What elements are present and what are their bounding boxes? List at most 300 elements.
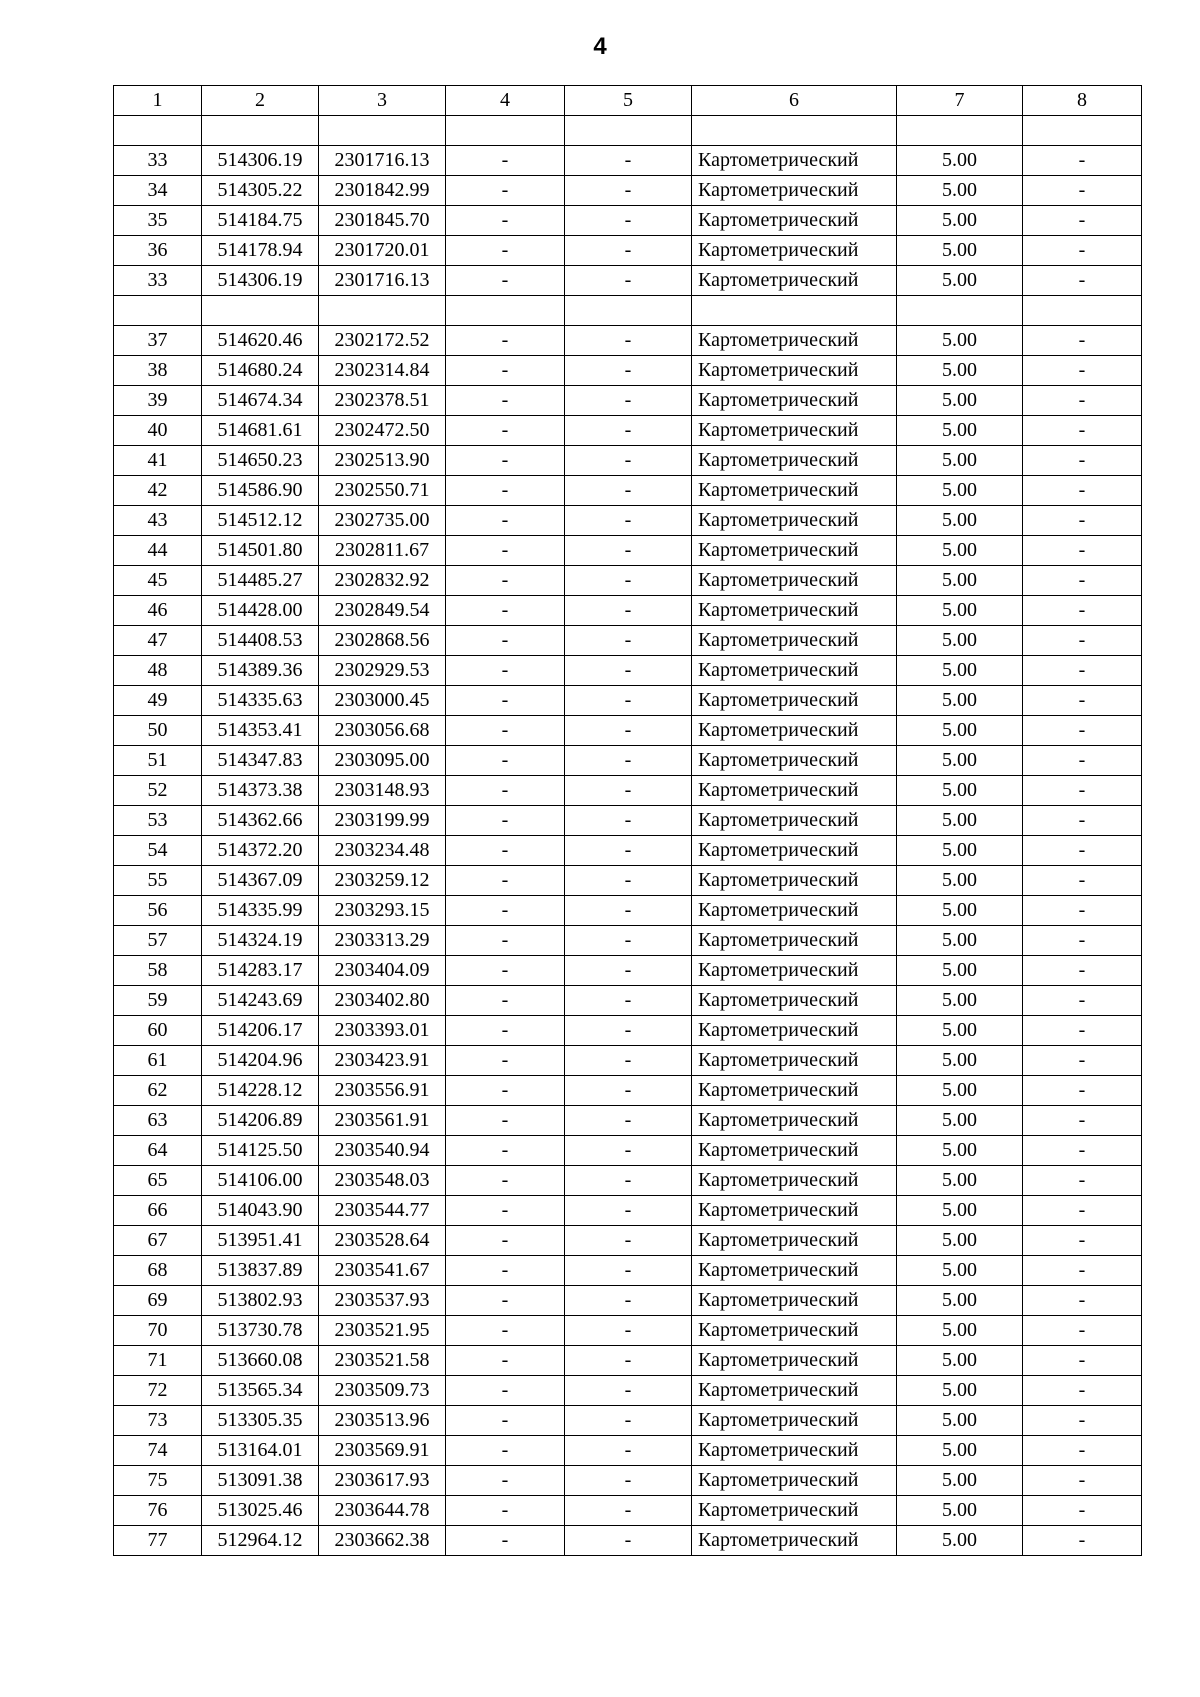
cell-column-5: -: [565, 356, 692, 386]
cell-column-4: -: [446, 1076, 565, 1106]
cell-coordinate-x: 514283.17: [202, 956, 319, 986]
cell-column-8: -: [1023, 1376, 1142, 1406]
table-body: [114, 116, 1142, 1556]
cell-column-4: -: [446, 206, 565, 236]
cell-coordinate-x: 514206.17: [202, 1016, 319, 1046]
cell-method: Картометрический: [692, 326, 897, 356]
cell-point-number: 36: [114, 236, 202, 266]
cell-accuracy: 5.00: [897, 1196, 1023, 1226]
cell-coordinate-x: 514367.09: [202, 866, 319, 896]
cell-column-4: -: [446, 806, 565, 836]
cell-column-4: -: [446, 1106, 565, 1136]
cell-method: Картометрический: [692, 386, 897, 416]
cell-accuracy: 5.00: [897, 626, 1023, 656]
table-row: [114, 416, 1142, 446]
cell-point-number: 46: [114, 596, 202, 626]
cell-point-number: 52: [114, 776, 202, 806]
cell-coordinate-y: 2303548.03: [319, 1166, 446, 1196]
cell-accuracy: 5.00: [897, 566, 1023, 596]
cell-accuracy: 5.00: [897, 1076, 1023, 1106]
cell-coordinate-x: 514389.36: [202, 656, 319, 686]
cell-column-8: -: [1023, 1166, 1142, 1196]
cell-accuracy: 5.00: [897, 716, 1023, 746]
table-row: [114, 716, 1142, 746]
cell-column-8: -: [1023, 1106, 1142, 1136]
cell-point-number: 68: [114, 1256, 202, 1286]
cell-column-4: -: [446, 1046, 565, 1076]
cell-column-5: -: [565, 1406, 692, 1436]
table-row: [114, 356, 1142, 386]
column-header: 7: [897, 86, 1023, 116]
cell-accuracy: 5.00: [897, 146, 1023, 176]
table-row: [114, 926, 1142, 956]
cell-column-5: -: [565, 536, 692, 566]
cell-method: Картометрический: [692, 1436, 897, 1466]
cell-coordinate-x: 513802.93: [202, 1286, 319, 1316]
cell-column-8: -: [1023, 1286, 1142, 1316]
cell-coordinate-x: 514586.90: [202, 476, 319, 506]
cell-point-number: 66: [114, 1196, 202, 1226]
cell-column-8: -: [1023, 416, 1142, 446]
cell-coordinate-x: 514485.27: [202, 566, 319, 596]
cell-column-5: -: [565, 1436, 692, 1466]
cell-column-5: -: [565, 446, 692, 476]
cell-method: Картометрический: [692, 866, 897, 896]
table-row: [114, 1526, 1142, 1556]
cell-method: Картометрический: [692, 1286, 897, 1316]
coordinates-table: [113, 85, 1142, 1556]
cell-column-5: -: [565, 1136, 692, 1166]
cell-column-5: -: [565, 566, 692, 596]
cell-point-number: 44: [114, 536, 202, 566]
cell-method: Картометрический: [692, 1136, 897, 1166]
table-row: [114, 1196, 1142, 1226]
cell-method: Картометрический: [692, 1496, 897, 1526]
table-row: [114, 176, 1142, 206]
cell-column-8: -: [1023, 656, 1142, 686]
cell-method: Картометрический: [692, 836, 897, 866]
cell-column-4: -: [446, 386, 565, 416]
cell-column-8: -: [1023, 506, 1142, 536]
cell-column-5: -: [565, 896, 692, 926]
cell-column-5: -: [565, 1286, 692, 1316]
cell-point-number: 54: [114, 836, 202, 866]
cell-coordinate-y: 2303528.64: [319, 1226, 446, 1256]
cell-method: Картометрический: [692, 746, 897, 776]
cell-coordinate-y: 2302735.00: [319, 506, 446, 536]
cell-coordinate-x: 514408.53: [202, 626, 319, 656]
cell-coordinate-x: [202, 296, 319, 326]
cell-coordinate-y: 2302849.54: [319, 596, 446, 626]
cell-method: Картометрический: [692, 656, 897, 686]
cell-accuracy: 5.00: [897, 656, 1023, 686]
table-row: [114, 146, 1142, 176]
cell-column-5: -: [565, 1466, 692, 1496]
cell-method: Картометрический: [692, 626, 897, 656]
cell-column-4: -: [446, 1436, 565, 1466]
cell-method: Картометрический: [692, 1406, 897, 1436]
cell-column-5: -: [565, 656, 692, 686]
cell-column-4: -: [446, 1406, 565, 1436]
cell-column-8: -: [1023, 716, 1142, 746]
cell-column-5: -: [565, 1496, 692, 1526]
column-header: 8: [1023, 86, 1142, 116]
cell-coordinate-x: 514428.00: [202, 596, 319, 626]
cell-method: Картометрический: [692, 1226, 897, 1256]
cell-point-number: 65: [114, 1166, 202, 1196]
table-row: [114, 206, 1142, 236]
cell-accuracy: 5.00: [897, 356, 1023, 386]
cell-column-4: -: [446, 1016, 565, 1046]
cell-accuracy: 5.00: [897, 266, 1023, 296]
cell-point-number: 38: [114, 356, 202, 386]
cell-column-8: -: [1023, 1256, 1142, 1286]
cell-point-number: 33: [114, 146, 202, 176]
cell-column-8: -: [1023, 596, 1142, 626]
cell-coordinate-y: 2302378.51: [319, 386, 446, 416]
cell-accuracy: 5.00: [897, 926, 1023, 956]
cell-column-4: -: [446, 926, 565, 956]
cell-column-5: -: [565, 176, 692, 206]
cell-column-5: -: [565, 1076, 692, 1106]
cell-accuracy: 5.00: [897, 596, 1023, 626]
cell-accuracy: [897, 116, 1023, 146]
cell-column-5: -: [565, 806, 692, 836]
cell-method: Картометрический: [692, 686, 897, 716]
cell-column-5: -: [565, 1376, 692, 1406]
cell-accuracy: 5.00: [897, 1256, 1023, 1286]
cell-column-4: -: [446, 1166, 565, 1196]
cell-method: Картометрический: [692, 1106, 897, 1136]
cell-column-8: -: [1023, 446, 1142, 476]
cell-column-8: -: [1023, 1496, 1142, 1526]
cell-column-4: -: [446, 836, 565, 866]
cell-coordinate-x: 514372.20: [202, 836, 319, 866]
cell-accuracy: 5.00: [897, 986, 1023, 1016]
column-header: 1: [114, 86, 202, 116]
cell-column-5: -: [565, 1256, 692, 1286]
cell-method: Картометрический: [692, 416, 897, 446]
cell-column-4: -: [446, 416, 565, 446]
cell-coordinate-y: 2302472.50: [319, 416, 446, 446]
cell-column-8: -: [1023, 1436, 1142, 1466]
cell-column-4: -: [446, 1466, 565, 1496]
cell-column-5: -: [565, 476, 692, 506]
cell-accuracy: 5.00: [897, 476, 1023, 506]
cell-column-5: -: [565, 1166, 692, 1196]
cell-column-4: -: [446, 596, 565, 626]
cell-accuracy: 5.00: [897, 836, 1023, 866]
cell-point-number: [114, 296, 202, 326]
cell-column-5: [565, 116, 692, 146]
cell-column-4: -: [446, 1136, 565, 1166]
cell-column-8: -: [1023, 836, 1142, 866]
cell-point-number: [114, 116, 202, 146]
cell-coordinate-y: 2303095.00: [319, 746, 446, 776]
cell-coordinate-y: 2303293.15: [319, 896, 446, 926]
cell-accuracy: 5.00: [897, 686, 1023, 716]
cell-point-number: 53: [114, 806, 202, 836]
cell-column-5: -: [565, 1226, 692, 1256]
cell-coordinate-x: 513951.41: [202, 1226, 319, 1256]
cell-accuracy: [897, 296, 1023, 326]
cell-column-5: -: [565, 416, 692, 446]
cell-column-4: -: [446, 506, 565, 536]
cell-coordinate-x: 514650.23: [202, 446, 319, 476]
cell-coordinate-y: 2303259.12: [319, 866, 446, 896]
cell-coordinate-x: 514228.12: [202, 1076, 319, 1106]
cell-coordinate-y: 2303056.68: [319, 716, 446, 746]
cell-accuracy: 5.00: [897, 776, 1023, 806]
cell-column-8: -: [1023, 176, 1142, 206]
cell-column-4: -: [446, 536, 565, 566]
cell-column-8: -: [1023, 1046, 1142, 1076]
cell-method: Картометрический: [692, 1376, 897, 1406]
table-row: [114, 116, 1142, 146]
cell-column-8: -: [1023, 956, 1142, 986]
cell-column-5: -: [565, 626, 692, 656]
cell-method: Картометрический: [692, 1046, 897, 1076]
table-row: [114, 326, 1142, 356]
cell-coordinate-x: 513565.34: [202, 1376, 319, 1406]
cell-point-number: 59: [114, 986, 202, 1016]
cell-accuracy: 5.00: [897, 1046, 1023, 1076]
cell-method: Картометрический: [692, 806, 897, 836]
cell-method: Картометрический: [692, 506, 897, 536]
cell-column-5: -: [565, 1316, 692, 1346]
cell-coordinate-x: 513305.35: [202, 1406, 319, 1436]
cell-coordinate-y: 2302811.67: [319, 536, 446, 566]
cell-coordinate-y: 2303561.91: [319, 1106, 446, 1136]
cell-coordinate-y: 2303393.01: [319, 1016, 446, 1046]
cell-method: Картометрический: [692, 1346, 897, 1376]
cell-point-number: 71: [114, 1346, 202, 1376]
cell-column-8: -: [1023, 206, 1142, 236]
cell-column-5: -: [565, 1046, 692, 1076]
cell-point-number: 60: [114, 1016, 202, 1046]
cell-accuracy: 5.00: [897, 1376, 1023, 1406]
cell-coordinate-x: 514184.75: [202, 206, 319, 236]
cell-point-number: 63: [114, 1106, 202, 1136]
cell-coordinate-y: 2301716.13: [319, 146, 446, 176]
cell-column-4: -: [446, 476, 565, 506]
cell-coordinate-x: 514362.66: [202, 806, 319, 836]
cell-method: Картометрический: [692, 986, 897, 1016]
table-row: [114, 1226, 1142, 1256]
cell-column-8: -: [1023, 1016, 1142, 1046]
cell-accuracy: 5.00: [897, 236, 1023, 266]
cell-column-4: [446, 296, 565, 326]
cell-column-5: -: [565, 266, 692, 296]
cell-coordinate-y: 2303000.45: [319, 686, 446, 716]
cell-column-8: -: [1023, 1316, 1142, 1346]
cell-coordinate-x: 514680.24: [202, 356, 319, 386]
table-row: [114, 1406, 1142, 1436]
table-row: [114, 746, 1142, 776]
cell-column-4: -: [446, 866, 565, 896]
cell-column-4: -: [446, 986, 565, 1016]
cell-column-8: -: [1023, 326, 1142, 356]
cell-coordinate-y: 2303423.91: [319, 1046, 446, 1076]
cell-coordinate-x: 514335.99: [202, 896, 319, 926]
cell-accuracy: 5.00: [897, 386, 1023, 416]
cell-point-number: 69: [114, 1286, 202, 1316]
cell-coordinate-y: 2303537.93: [319, 1286, 446, 1316]
cell-point-number: 76: [114, 1496, 202, 1526]
cell-coordinate-x: 514306.19: [202, 266, 319, 296]
cell-method: Картометрический: [692, 1196, 897, 1226]
cell-column-5: -: [565, 1016, 692, 1046]
cell-column-5: -: [565, 956, 692, 986]
cell-coordinate-x: 514305.22: [202, 176, 319, 206]
cell-coordinate-x: 514681.61: [202, 416, 319, 446]
cell-column-4: -: [446, 146, 565, 176]
table-row: [114, 1136, 1142, 1166]
table-row: [114, 1046, 1142, 1076]
cell-column-8: -: [1023, 776, 1142, 806]
cell-coordinate-y: 2302929.53: [319, 656, 446, 686]
column-header: 6: [692, 86, 897, 116]
cell-column-5: -: [565, 146, 692, 176]
cell-column-8: -: [1023, 896, 1142, 926]
cell-coordinate-y: 2303644.78: [319, 1496, 446, 1526]
cell-accuracy: 5.00: [897, 326, 1023, 356]
cell-method: Картометрический: [692, 956, 897, 986]
cell-point-number: 57: [114, 926, 202, 956]
cell-point-number: 64: [114, 1136, 202, 1166]
table-row: [114, 866, 1142, 896]
cell-column-8: -: [1023, 566, 1142, 596]
cell-point-number: 50: [114, 716, 202, 746]
cell-coordinate-x: 513164.01: [202, 1436, 319, 1466]
cell-coordinate-y: [319, 296, 446, 326]
cell-method: Картометрический: [692, 146, 897, 176]
cell-accuracy: 5.00: [897, 1526, 1023, 1556]
cell-coordinate-x: 514501.80: [202, 536, 319, 566]
cell-method: Картометрический: [692, 896, 897, 926]
cell-column-5: -: [565, 596, 692, 626]
cell-column-5: -: [565, 776, 692, 806]
table-row: [114, 776, 1142, 806]
cell-point-number: 75: [114, 1466, 202, 1496]
column-header: 4: [446, 86, 565, 116]
cell-column-5: -: [565, 1346, 692, 1376]
cell-method: Картометрический: [692, 1526, 897, 1556]
cell-point-number: 55: [114, 866, 202, 896]
cell-accuracy: 5.00: [897, 1226, 1023, 1256]
table-row: [114, 1376, 1142, 1406]
table-row: [114, 1076, 1142, 1106]
table-row: [114, 836, 1142, 866]
cell-point-number: 61: [114, 1046, 202, 1076]
cell-coordinate-x: 512964.12: [202, 1526, 319, 1556]
cell-accuracy: 5.00: [897, 1406, 1023, 1436]
cell-column-4: -: [446, 1376, 565, 1406]
cell-coordinate-y: 2303662.38: [319, 1526, 446, 1556]
cell-accuracy: 5.00: [897, 1016, 1023, 1046]
cell-point-number: 39: [114, 386, 202, 416]
cell-method: Картометрический: [692, 776, 897, 806]
cell-accuracy: 5.00: [897, 506, 1023, 536]
cell-method: Картометрический: [692, 1316, 897, 1346]
cell-column-8: -: [1023, 236, 1142, 266]
cell-point-number: 70: [114, 1316, 202, 1346]
table-row: [114, 446, 1142, 476]
cell-point-number: 67: [114, 1226, 202, 1256]
cell-column-5: -: [565, 746, 692, 776]
cell-method: Картометрический: [692, 1466, 897, 1496]
cell-coordinate-x: 514106.00: [202, 1166, 319, 1196]
cell-accuracy: 5.00: [897, 416, 1023, 446]
cell-column-4: [446, 116, 565, 146]
cell-method: Картометрический: [692, 176, 897, 206]
cell-coordinate-x: 514306.19: [202, 146, 319, 176]
cell-column-8: -: [1023, 746, 1142, 776]
cell-coordinate-y: 2302868.56: [319, 626, 446, 656]
cell-coordinate-x: 514243.69: [202, 986, 319, 1016]
cell-method: Картометрический: [692, 236, 897, 266]
cell-coordinate-y: 2302172.52: [319, 326, 446, 356]
cell-column-5: -: [565, 326, 692, 356]
cell-coordinate-x: 514125.50: [202, 1136, 319, 1166]
cell-column-8: -: [1023, 1526, 1142, 1556]
table-row: [114, 686, 1142, 716]
cell-column-8: [1023, 116, 1142, 146]
cell-column-8: -: [1023, 1466, 1142, 1496]
cell-accuracy: 5.00: [897, 1286, 1023, 1316]
cell-column-4: -: [446, 776, 565, 806]
cell-method: Картометрический: [692, 716, 897, 746]
table-row: [114, 1256, 1142, 1286]
cell-method: Картометрический: [692, 476, 897, 506]
table-row: [114, 506, 1142, 536]
cell-coordinate-x: 513730.78: [202, 1316, 319, 1346]
cell-accuracy: 5.00: [897, 176, 1023, 206]
cell-column-5: -: [565, 1196, 692, 1226]
cell-column-8: -: [1023, 686, 1142, 716]
cell-accuracy: 5.00: [897, 806, 1023, 836]
cell-method: Картометрический: [692, 536, 897, 566]
table-row: [114, 596, 1142, 626]
cell-coordinate-y: 2303313.29: [319, 926, 446, 956]
cell-column-4: -: [446, 446, 565, 476]
column-header: 2: [202, 86, 319, 116]
cell-method: Картометрический: [692, 926, 897, 956]
cell-column-5: -: [565, 506, 692, 536]
cell-column-4: -: [446, 236, 565, 266]
table-row: [114, 236, 1142, 266]
cell-column-8: -: [1023, 1076, 1142, 1106]
table-row: [114, 476, 1142, 506]
cell-coordinate-y: 2301845.70: [319, 206, 446, 236]
table-row: [114, 626, 1142, 656]
cell-coordinate-x: 514324.19: [202, 926, 319, 956]
cell-point-number: 47: [114, 626, 202, 656]
cell-coordinate-x: 513837.89: [202, 1256, 319, 1286]
cell-column-5: -: [565, 986, 692, 1016]
cell-column-5: -: [565, 386, 692, 416]
cell-column-8: -: [1023, 926, 1142, 956]
cell-method: Картометрический: [692, 356, 897, 386]
cell-point-number: 34: [114, 176, 202, 206]
cell-coordinate-y: 2303521.95: [319, 1316, 446, 1346]
table-row: [114, 266, 1142, 296]
cell-method: Картометрический: [692, 206, 897, 236]
cell-column-8: -: [1023, 1406, 1142, 1436]
table-row: [114, 896, 1142, 926]
cell-coordinate-x: 514674.34: [202, 386, 319, 416]
cell-column-5: -: [565, 1526, 692, 1556]
